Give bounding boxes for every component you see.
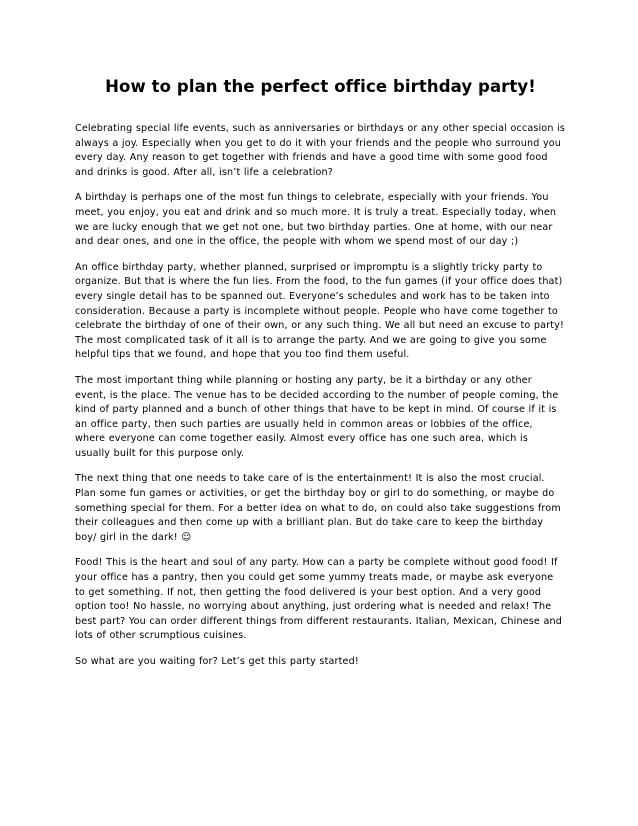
paragraph-7: So what are you waiting for? Let’s get this party started! (75, 656, 359, 667)
paragraph-3: An office birthday party, whether planned, surprised or impromptu is a slightly tricky party to organize. But that is where the fun lies. From the food, to the fun games (if your office does that) every single detail has to be spanned out. Everyone’s schedules and work has to be taken into consideration. Because a party is incomplete without people. People who have come together to celebrate the birthday of one of their own, or any such thing. We all but need an excuse to party! The most complicated task of it all is to arrange the party. And we are going to give you some helpful tips that we found, and hope that you too find them useful. (75, 261, 564, 361)
paragraph-2: A birthday is perhaps one of the most fun things to celebrate, especially with your friends. You meet, you enjoy, you eat and drink and so much more. It is truly a treat. Especially today, when we are lucky enough that we get not one, but two birthday parties. One at home, with our near and dear ones, and one in the office, the people with whom we spend most of our day ;) (75, 192, 557, 248)
document-title: How to plan the perfect office birthday party! (105, 77, 536, 96)
paragraph-5: The next thing that one needs to take care of is the entertainment! It is also the most crucial. Plan some fun games or activities, or get the birthday boy or girl to do something, or maybe do something special for them. For a better idea on what to do, on could also take suggestions from their colleagues and then come up with a brilliant plan. But do take care to keep the birthday boy/ girl in the dark! ☺ (75, 473, 561, 543)
paragraph-1: Celebrating special life events, such as anniversaries or birthdays or any other special occasion is always a joy. Especially when you get to do it with your friends and the people who surround you every day. Any reason to get together with friends and have a good time with some good food and drinks is good. After all, isn’t life a celebration? (75, 123, 566, 178)
paragraph-6: Food! This is the heart and soul of any party. How can a party be complete without good food! If your office has a pantry, then you could get some yummy treats made, or maybe ask everyone to get something. If not, then getting the food delivered is your best option. And a very good option too! No hassle, no worrying about anything, just ordering what is needed and relax! The best part? You can order different things from different restaurants. Italian, Mexican, Chinese and lots of other scrumptious cuisines. (75, 557, 562, 642)
paragraph-4: The most important thing while planning or hosting any party, be it a birthday or any other event, is the place. The venue has to be decided according to the number of people coming, the kind of party planned and a bunch of other things that have to be kept in mind. Of course if it is an office party, then such parties are usually held in common areas or lobbies of the office, where everyone can come together easily. Almost every office has one such area, which is usually built for this purpose only. (75, 374, 559, 459)
